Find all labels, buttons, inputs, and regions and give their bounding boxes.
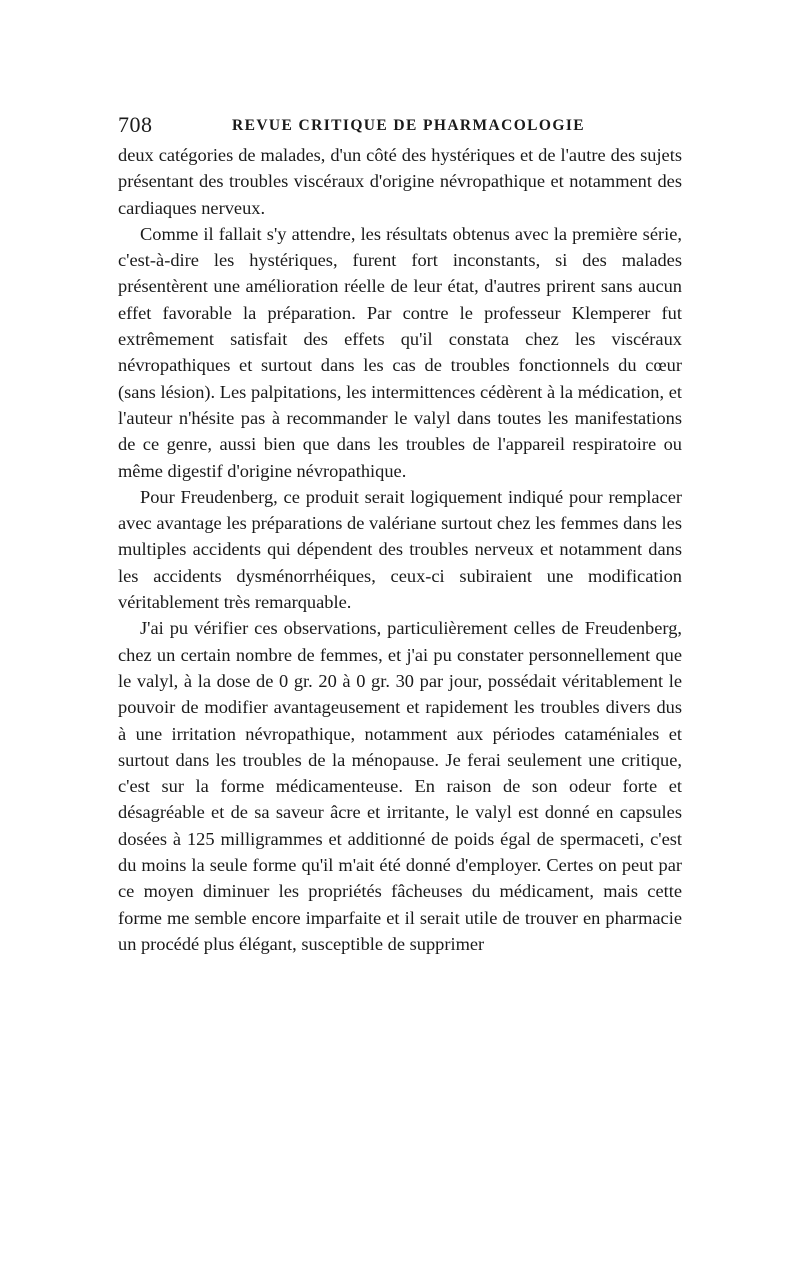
paragraph-continuation: deux catégories de malades, d'un côté des hystériques et de l'autre des sujets présentant des troubles viscéraux d'origine névropathique et notamment des cardiaques nerveux.: [118, 145, 682, 218]
paragraph-freudenberg: Pour Freudenberg, ce produit serait logiquement indiqué pour remplacer avec avantage les préparations de valériane surtout chez les femmes dans les multiples accidents qui dépendent des troubles nerveux et notamment dans les accidents dysménorrhéiques, ceux-ci subiraient une modification véritablement très remarquable.: [118, 486, 682, 613]
page-number: 708: [118, 112, 153, 137]
paragraph-author-observations: J'ai pu vérifier ces observations, particulièrement celles de Freudenberg, chez un certain nombre de femmes, et j'ai pu constater personnellement que le valyl, à la dose de 0 gr. 20 à 0 gr. 30 par jour, possédait véritablement le pouvoir de modifier avantageusement et rapidement les troubles divers dus à une irritation névropathique, notamment aux périodes cataméniales et surtout dans les troubles de la ménopause. Je ferai seulement une critique, c'est sur la forme médicamenteuse. En raison de son odeur forte et désagréable et de sa saveur âcre et irritante, le valyl est donné en capsules dosées à 125 milligrammes et additionné de poids égal de spermaceti, c'est du moins la seule forme qu'il m'ait été donné d'employer. Certes on peut par ce moyen diminuer les propriétés fâcheuses du médicament, mais cette forme me semble encore imparfaite et il serait utile de trouver en pharmacie un procédé plus élégant, susceptible de supprimer: [118, 618, 682, 954]
paragraph-klemperer-results: Comme il fallait s'y attendre, les résultats obtenus avec la première série, c'est-à-dire les hystériques, furent fort inconstants, si des malades présentèrent une amélioration réelle de leur état, d'autres prirent sans aucun effet favorable la préparation. Par contre le professeur Klemperer fut extrêmement satisfait des effets qu'il constata chez les viscéraux névropathiques et surtout dans les cas de troubles fonctionnels du cœur (sans lésion). Les palpitations, les intermittences cédèrent à la médication, et l'auteur n'hésite pas à recommander le valyl dans toutes les manifestations de ce genre, aussi bien que dans les troubles de l'appareil respiratoire ou même digestif d'origine névropathique.: [118, 223, 682, 481]
body-text: [118, 142, 682, 957]
book-page: [118, 0, 682, 1262]
running-title: REVUE CRITIQUE DE PHARMACOLOGIE: [232, 117, 585, 134]
page-header: [118, 112, 682, 138]
